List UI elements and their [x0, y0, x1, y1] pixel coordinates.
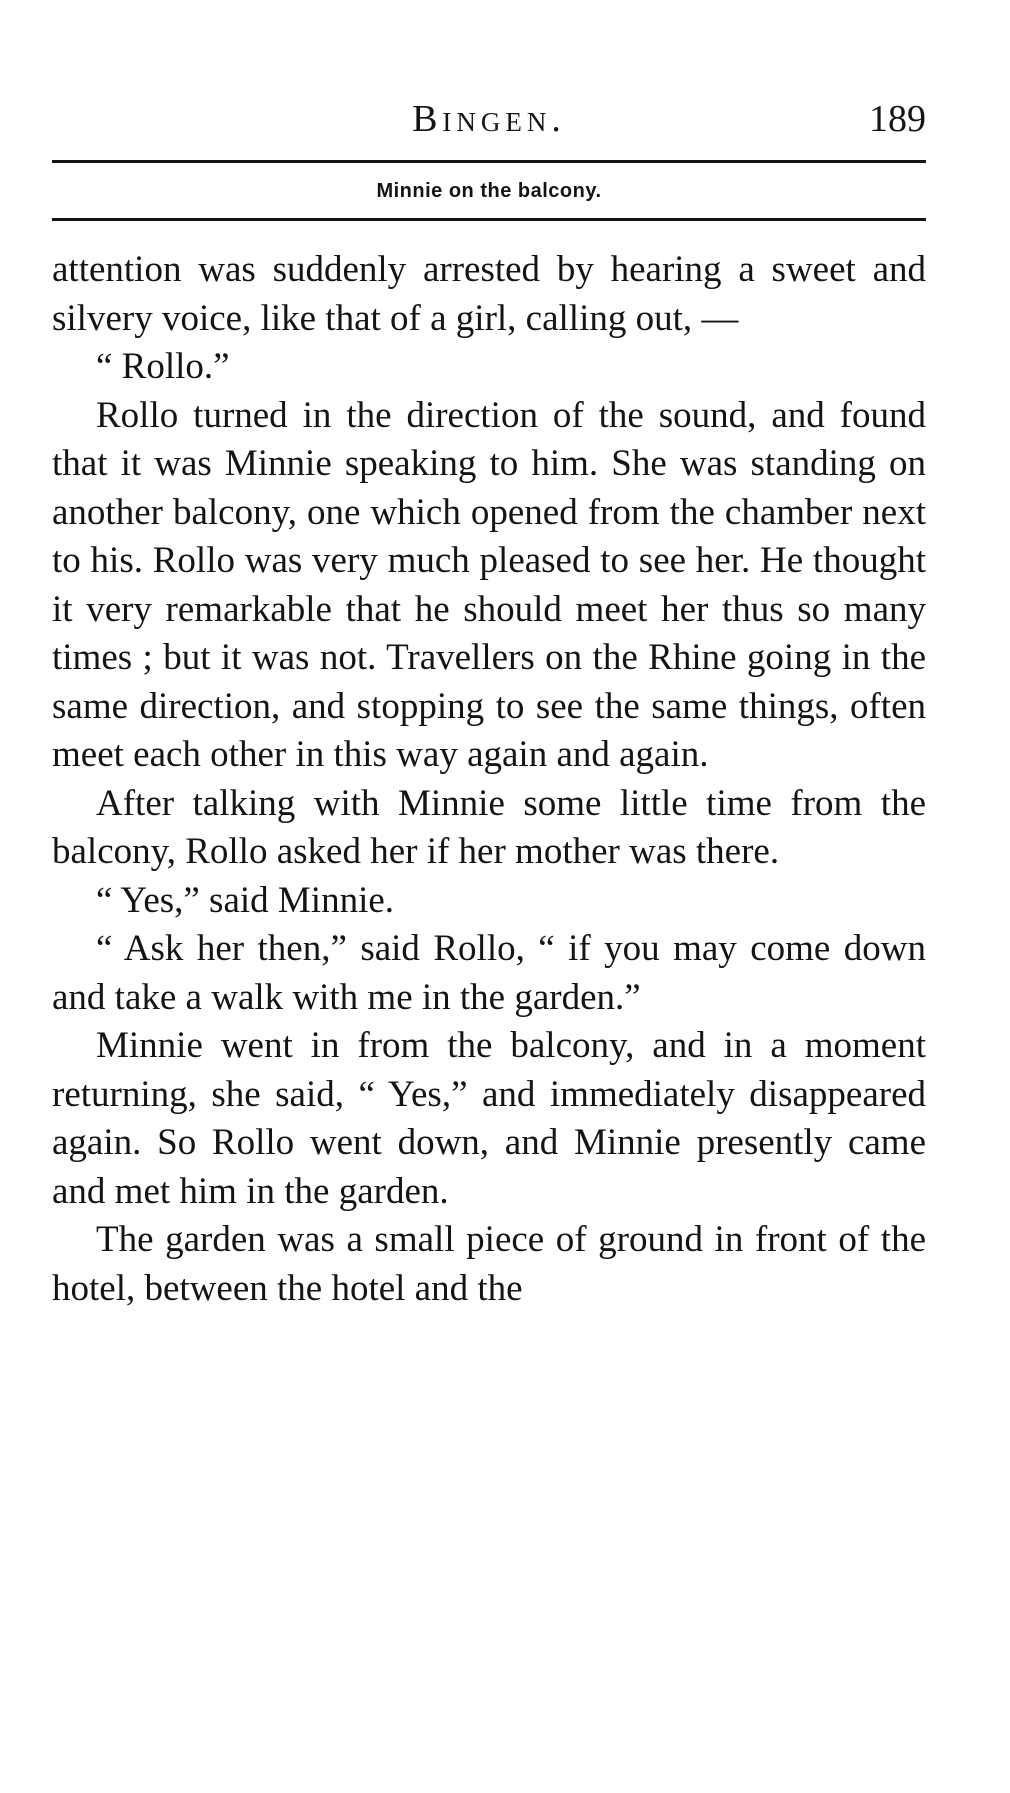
header-rule-bottom	[52, 218, 926, 221]
header-rule-top	[52, 160, 926, 163]
paragraph: Rollo turned in the direction of the sound, and found that it was Minnie speaking to him. She was standing on another balcony, one which opened from the chamber next to his. Rollo was very much pleased to see her. He thought it very remarkable that he should meet her thus so many times ; but it was not. Travellers on the Rhine going in the same direction, and stopping to see the same things, often meet each other in this way again and again.	[52, 394, 926, 775]
body-text	[52, 246, 926, 1313]
paragraph: The garden was a small piece of ground in front of the hotel, between the hotel and the	[52, 1219, 926, 1309]
paragraph: Minnie went in from the balcony, and in a moment returning, she said, “ Yes,” and immediately disappeared again. So Rollo went down, and Minnie presently came and met him in the garden.	[52, 1025, 926, 1212]
section-subheading: Minnie on the balcony.	[376, 180, 602, 202]
paragraph: “ Ask her then,” said Rollo, “ if you may come down and take a walk with me in the garden.”	[52, 928, 926, 1018]
paragraph: attention was suddenly arrested by hearing a sweet and silvery voice, like that of a girl, calling out, —	[52, 249, 926, 339]
page-number: 189	[869, 98, 926, 140]
paragraph: “ Yes,” said Minnie.	[96, 879, 395, 921]
running-title: Bingen.	[412, 98, 566, 140]
running-head	[52, 92, 926, 146]
paragraph: “ Rollo.”	[96, 346, 230, 387]
paragraph: After talking with Minnie some little time from the balcony, Rollo asked her if her mother was there.	[52, 782, 926, 872]
